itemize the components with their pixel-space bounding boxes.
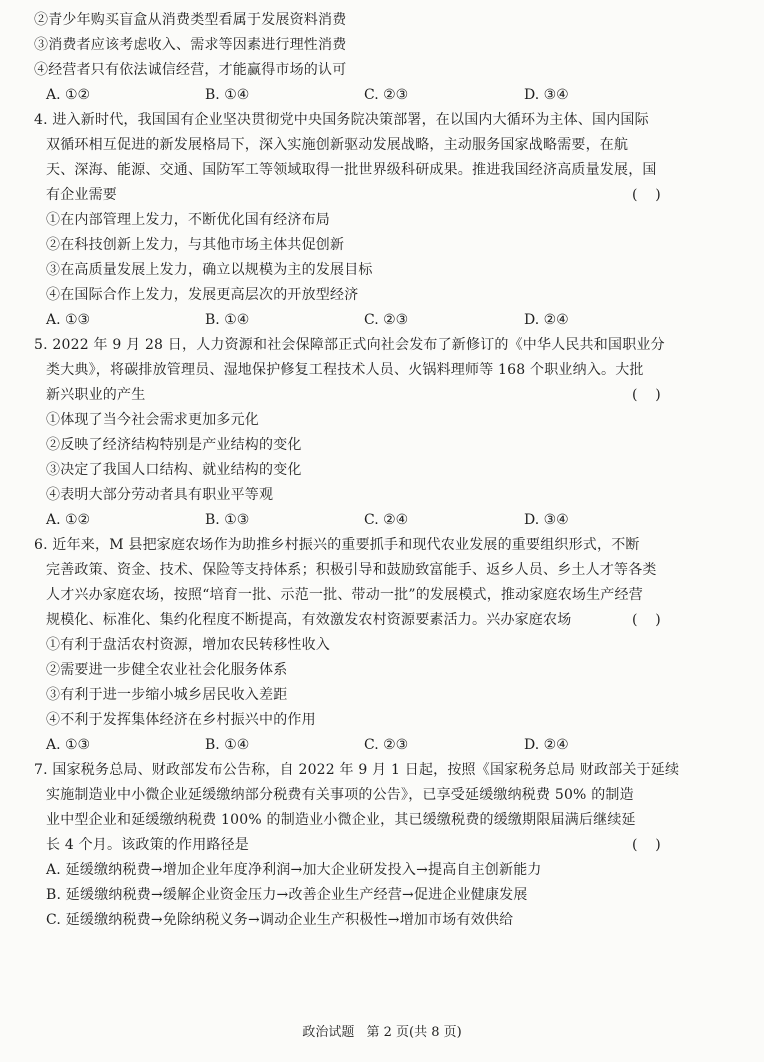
- q4-item-1: ①在内部管理上发力，不断优化国有经济布局: [46, 212, 330, 228]
- q4-item-2: ②在科技创新上发力，与其他市场主体共促创新: [46, 237, 345, 253]
- q5-answer-blank: ( ): [632, 387, 661, 403]
- q5-stem-line: 类大典》，将碳排放管理员、湿地保护修复工程技术人员、火锅料理师等 168 个职业纳入。大批: [46, 362, 644, 378]
- q3-option-b: B. ①④: [205, 87, 250, 103]
- q6-option-c: C. ②③: [364, 737, 409, 753]
- q6-option-d: D. ②④: [524, 737, 569, 753]
- q6-item-4: ④不利于发挥集体经济在乡村振兴中的作用: [46, 712, 316, 728]
- q6-item-2: ②需要进一步健全农业社会化服务体系: [46, 662, 288, 678]
- q5-item-2: ②反映了经济结构特别是产业结构的变化: [46, 437, 302, 453]
- q6-stem-line: 规模化、标准化、集约化程度不断提高，有效激发农村资源要素活力。兴办家庭农场: [46, 612, 572, 628]
- q5-stem-line: 5. 2022 年 9 月 28 日，人力资源和社会保障部正式向社会发布了新修订的《中华人民共和国职业分: [34, 337, 665, 353]
- q4-option-a: A. ①③: [46, 312, 91, 328]
- q6-stem-line: 完善政策、资金、技术、保险等支持体系；积极引导和鼓励致富能手、返乡人员、乡土人才等各类: [46, 562, 657, 578]
- q5-option-a: A. ①②: [46, 512, 91, 528]
- q4-item-4: ④在国际合作上发力，发展更高层次的开放型经济: [46, 287, 359, 303]
- q5-item-1: ①体现了当今社会需求更加多元化: [46, 412, 259, 428]
- q6-option-a: A. ①③: [46, 737, 91, 753]
- footer-subject: 政治试题: [302, 1025, 355, 1040]
- q3-option-a: A. ①②: [46, 87, 91, 103]
- q5-option-b: B. ①③: [205, 512, 250, 528]
- q4-stem-line: 4. 进入新时代，我国国有企业坚决贯彻党中央国务院决策部署，在以国内大循环为主体、国内国际: [34, 112, 649, 128]
- q7-stem-line: 业中型企业和延缓缴纳税费 100% 的制造业小微企业，其已缓缴税费的缓缴期限届满后继续延: [46, 812, 636, 828]
- q6-item-3: ③有利于进一步缩小城乡居民收入差距: [46, 687, 288, 703]
- q6-option-b: B. ①④: [205, 737, 250, 753]
- q3-option-d: D. ③④: [524, 87, 569, 103]
- q5-option-d: D. ③④: [524, 512, 569, 528]
- q7-stem-line: 7. 国家税务总局、财政部发布公告称，自 2022 年 9 月 1 日起，按照《国家税务总局 财政部关于延续: [34, 762, 680, 778]
- q4-stem-line: 天、深海、能源、交通、国防军工等领域取得一批世界级科研成果。推进我国经济高质量发展，国: [46, 162, 657, 178]
- q3-item-2: ②青少年购买盲盒从消费类型看属于发展资料消费: [34, 12, 347, 28]
- q5-stem-line: 新兴职业的产生: [46, 387, 146, 403]
- page-footer: [0, 1024, 764, 1042]
- footer-page-number: 第 2 页(共 8 页): [366, 1025, 462, 1040]
- q4-answer-blank: ( ): [632, 187, 661, 203]
- q6-item-1: ①有利于盘活农村资源，增加农民转移性收入: [46, 637, 330, 653]
- q3-item-4: ④经营者只有依法诚信经营，才能赢得市场的认可: [34, 62, 347, 78]
- q4-stem-line: 有企业需要: [46, 187, 117, 203]
- q4-option-d: D. ②④: [524, 312, 569, 328]
- q3-option-c: C. ②③: [364, 87, 409, 103]
- q7-stem-line: 长 4 个月。该政策的作用路径是: [46, 837, 250, 853]
- q7-option-a: A. 延缓缴纳税费→增加企业年度净利润→加大企业研发投入→提高自主创新能力: [46, 862, 542, 878]
- q5-item-4: ④表明大部分劳动者具有职业平等观: [46, 487, 274, 503]
- q5-option-c: C. ②④: [364, 512, 409, 528]
- q7-option-c: C. 延缓缴纳税费→免除纳税义务→调动企业生产积极性→增加市场有效供给: [46, 912, 514, 928]
- q4-stem-line: 双循环相互促进的新发展格局下，深入实施创新驱动发展战略，主动服务国家战略需要，在航: [46, 137, 629, 153]
- q6-stem-line: 6. 近年来，M 县把家庭农场作为助推乡村振兴的重要抓手和现代农业发展的重要组织形式，不断: [34, 537, 640, 553]
- q4-item-3: ③在高质量发展上发力，确立以规模为主的发展目标: [46, 262, 373, 278]
- q7-option-b: B. 延缓缴纳税费→缓解企业资金压力→改善企业生产经营→促进企业健康发展: [46, 887, 528, 903]
- q4-option-c: C. ②③: [364, 312, 409, 328]
- q7-stem-line: 实施制造业中小微企业延缓缴纳部分税费有关事项的公告》，已享受延缓缴纳税费 50% 的制造: [46, 787, 634, 803]
- q3-item-3: ③消费者应该考虑收入、需求等因素进行理性消费: [34, 37, 347, 53]
- q6-answer-blank: ( ): [632, 612, 661, 628]
- q7-answer-blank: ( ): [632, 837, 661, 853]
- q5-item-3: ③决定了我国人口结构、就业结构的变化: [46, 462, 302, 478]
- q6-stem-line: 人才兴办家庭农场，按照“培育一批、示范一批、带动一批”的发展模式，推动家庭农场生产经营: [46, 587, 643, 603]
- q4-option-b: B. ①④: [205, 312, 250, 328]
